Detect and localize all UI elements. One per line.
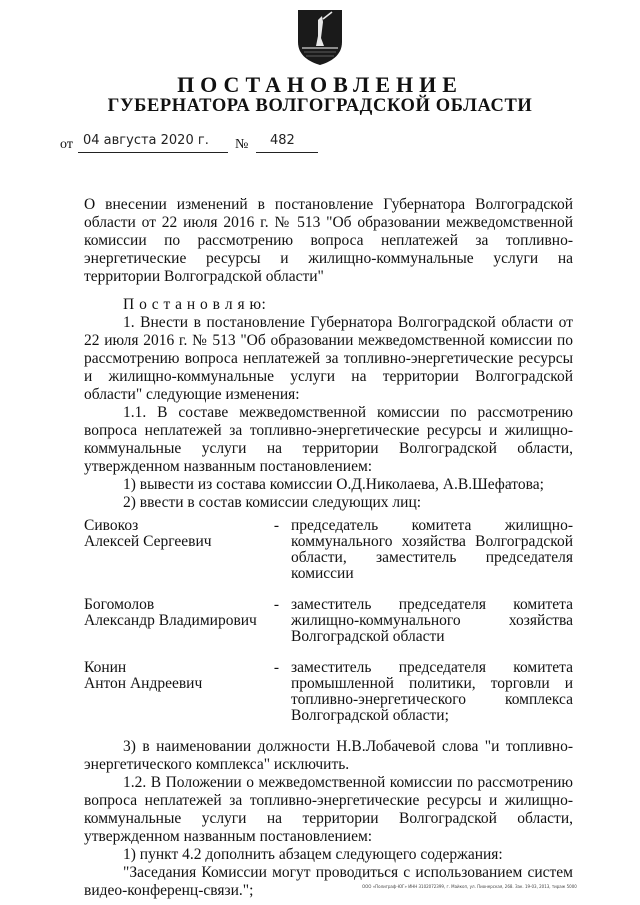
member-dash: - [273,659,280,676]
coat-of-arms-emblem [296,8,344,66]
paragraph-1-1-3: 3) в наименовании должности Н.В.Лобачевой слова "и топливно-энергетического комплекса" исключить. [84,738,573,773]
member-position: председатель комитета жилищно-коммунального хозяйства Волгоградской области, заместитель председателя комиссии [291,517,573,582]
member-position: заместитель председателя комитета промышленной политики, торговли и топливно-энергетического комплекса Волгоградской области; [291,659,573,724]
member-row [84,597,573,645]
paragraph-1-1-1: 1) вывести из состава комиссии О.Д.Николаева, А.В.Шефатова; [123,476,544,493]
quote-paragraph: "Заседания Комиссии могут проводиться с использованием систем видео-конференц-связи."; [84,864,573,899]
date-underline [78,152,228,153]
member-name: Антон Андреевич [84,675,203,692]
member-name: Александр Владимирович [84,612,257,629]
date-value: 04 августа 2020 г. [83,133,209,148]
number-prefix: № [235,137,249,152]
subject-block [84,196,573,286]
paragraph-1-2: 1.2. В Положении о межведомственной комиссии по рассмотрению вопроса неплатежей за топливно-энергетические ресурсы и жилищно-коммунальные услуги на территории Волгоградской области, утвержденном названным постановлением: [84,774,573,845]
member-name: Алексей Сергеевич [84,533,212,550]
member-row [84,660,573,724]
member-row [84,518,573,582]
paragraph-1-1: 1.1. В составе межведомственной комиссии по рассмотрению вопроса неплатежей за топливно-энергетические ресурсы и жилищно-коммунальные услуги на территории Волгоградской области, утвержденном названным постановлением: [84,404,573,475]
member-surname: Сивокоз [84,517,139,534]
member-dash: - [273,517,280,534]
document-body [84,296,573,900]
date-prefix: от [60,137,73,152]
document-subtitle: ГУБЕРНАТОРА ВОЛГОГРАДСКОЙ ОБЛАСТИ [107,96,533,116]
paragraph-1-1-2: 2) ввести в состав комиссии следующих лиц: [123,494,422,511]
member-dash: - [273,596,280,613]
paragraph-1-2-1: 1) пункт 4.2 дополнить абзацем следующего содержания: [123,846,503,863]
member-surname: Конин [84,659,127,676]
postanovlyayu: П о с т а н о в л я ю: [123,296,267,313]
printer-footer: ООО «Полиграф-ЮГ» ИНН 3102072399, г. Майкоп, ул. Пионерская, 268. Зак. 19-03, 2013, тираж 5000 [362,884,577,889]
number-value: 482 [270,133,295,148]
paragraph-1: 1. Внести в постановление Губернатора Волгоградской области от 22 июля 2016 г. № 513 "Об образовании межведомственной комиссии по рассмотрению вопроса неплатежей за топливно-энергетические ресурсы и жилищно-коммунальные услуги на территории Волгоградской области" следующие изменения: [84,314,573,403]
subject-text: О внесении изменений в постановление Губернатора Волгоградской области от 22 июля 2016 г. № 513 "Об образовании межведомственной комиссии по рассмотрению вопроса неплатежей за топливно-энергетические ресурсы и жилищно-коммунальные услуги на территории Волгоградской области" [84,196,573,285]
number-underline [256,152,318,153]
member-position: заместитель председателя комитета жилищно-коммунального хозяйства Волгоградской области [291,596,573,645]
document-title: ПОСТАНОВЛЕНИЕ [177,72,463,97]
member-surname: Богомолов [84,596,155,613]
